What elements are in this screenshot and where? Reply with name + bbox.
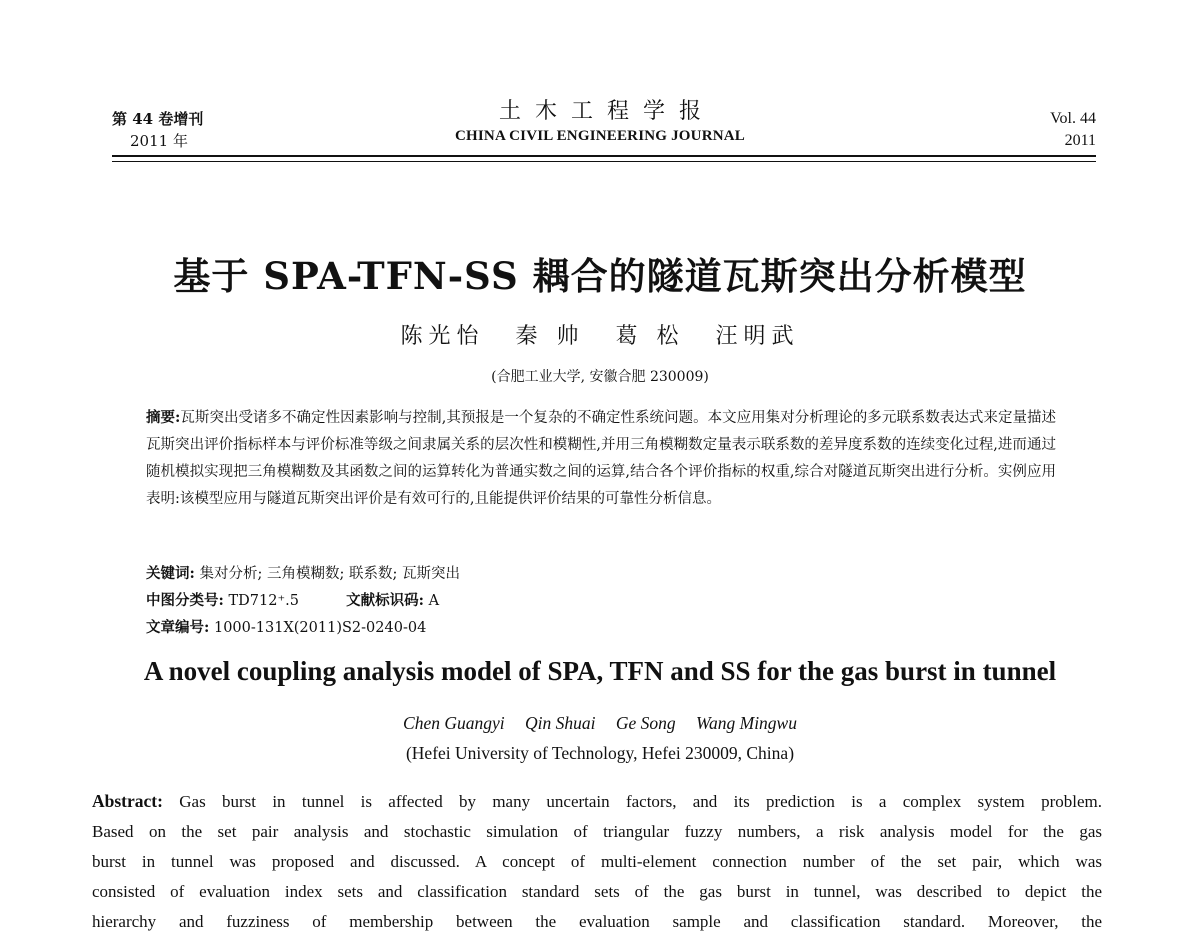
journal-name-en: CHINA CIVIL ENGINEERING JOURNAL	[455, 128, 745, 144]
doc-code-value: A	[428, 593, 440, 609]
abstract-line-en: hierarchy and fuzziness of membership between the evaluation sample and classification standard. Moreover, the	[92, 912, 1102, 931]
journal-volume-zh: 第 44 卷增刊	[112, 110, 204, 128]
paper-title-zh: 基于 SPA-TFN-SS 耦合的隧道瓦斯突出分析模型	[173, 254, 1027, 298]
author-zh: 陈光怡	[400, 324, 485, 349]
keywords-value-zh: 集对分析; 三角模糊数; 联系数; 瓦斯突出	[199, 566, 460, 582]
journal-volume-en: Vol. 44	[1050, 110, 1096, 127]
header-rule-thick	[112, 155, 1096, 157]
author-en: Wang Mingwu	[696, 713, 797, 733]
authors-zh	[0, 319, 1200, 350]
abstract-zh	[146, 404, 1056, 513]
journal-volume-en-block	[956, 108, 1096, 152]
author-zh: 葛 松	[615, 324, 685, 349]
author-en: Qin Shuai	[524, 713, 596, 733]
authors-en	[0, 713, 1200, 734]
journal-name-zh: 土木工程学报	[498, 99, 715, 124]
author-zh: 汪明武	[715, 324, 800, 349]
journal-volume-block	[112, 108, 252, 152]
abstract-label-zh: 摘要:	[146, 409, 181, 426]
abstract-line-en: Abstract: Gas burst in tunnel is affected by many uncertain factors, and its prediction is a complex system problem.	[92, 791, 1102, 811]
header-rule-thin	[112, 161, 1096, 162]
journal-year-zh: 2011 年	[130, 132, 188, 150]
keywords-zh	[146, 560, 460, 588]
journal-year-en: 2011	[1064, 132, 1096, 149]
abstract-line-en: burst in tunnel was proposed and discussed. A concept of multi-element connection number of the set pair, which was	[92, 852, 1102, 871]
article-no-label: 文章编号:	[146, 619, 210, 636]
article-no-value: 1000-131X(2011)S2-0240-04	[213, 620, 427, 636]
abstract-line-en: Based on the set pair analysis and stochastic simulation of triangular fuzzy numbers, a risk analysis model for the gas	[92, 822, 1102, 841]
journal-name-block	[380, 98, 820, 146]
abstract-en	[92, 786, 1102, 937]
abstract-text-zh: 瓦斯突出受诸多不确定性因素影响与控制,其预报是一个复杂的不确定性系统问题。本文应用集对分析理论的多元联系数表达式来定量描述瓦斯突出评价指标样本与评价标准等级之间隶属关系的层次性和模糊性,并用三角模糊数定量表示联系数的差异度系数的连续变化过程,进而通过随机模拟实现把三角模糊数及其函数之间的运算转化为普通实数之间的运算,结合各个评价指标的权重,综合对隧道瓦斯突出进行分析。实例应用表明:该模型应用与隧道瓦斯突出评价是有效可行的,且能提供评价结果的可靠性分析信息。	[146, 410, 1056, 507]
article-number-line	[146, 614, 426, 642]
abstract-line-en: consisted of evaluation index sets and classification standard sets of the gas burst in tunnel, was described to depict the	[92, 882, 1102, 901]
doc-code-label: 文献标识码:	[346, 592, 425, 609]
classification-line	[146, 587, 439, 615]
paper-title-en: A novel coupling analysis model of SPA, TFN and SS for the gas burst in tunnel	[143, 656, 1057, 686]
clc-label: 中图分类号:	[146, 592, 224, 609]
affiliation-zh: (合肥工业大学, 安徽合肥 230009)	[491, 369, 709, 385]
clc-value: TD712⁺.5	[228, 593, 299, 609]
author-zh: 秦 帅	[515, 324, 585, 349]
author-en: Ge Song	[615, 713, 676, 733]
keywords-label-zh: 关键词:	[146, 565, 195, 582]
abstract-label-en: Abstract:	[92, 791, 163, 811]
author-en: Chen Guangyi	[403, 713, 505, 733]
affiliation-en: (Hefei University of Technology, Hefei 230009, China)	[405, 743, 795, 763]
